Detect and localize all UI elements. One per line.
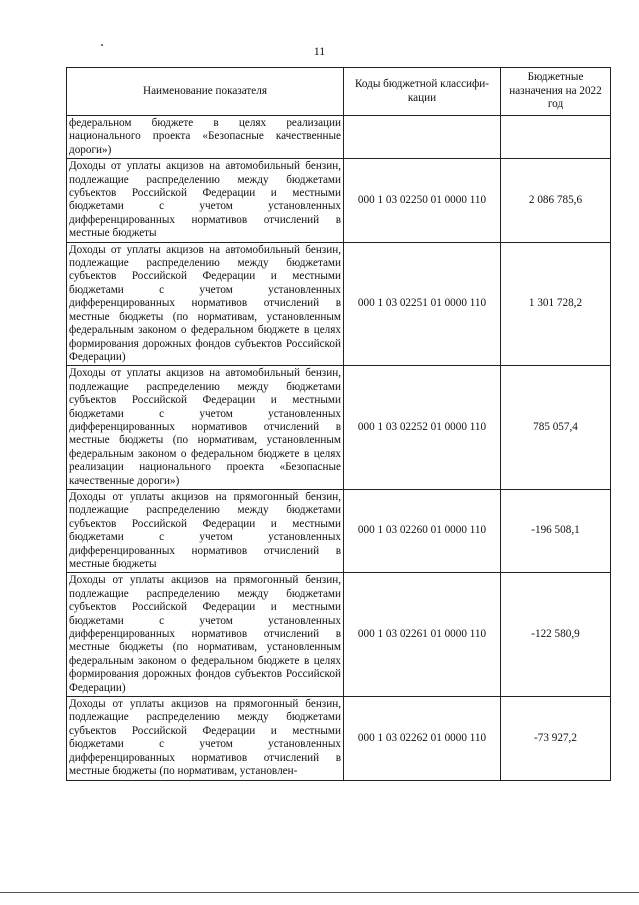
row-name: Доходы от уплаты акцизов на автомобильный бензин, подлежащие распределению между бюджетами субъектов Российской Федерации и местными бюджетами с учетом установленных дифференцированных нормативов отчислений в местные бюджеты (по нормативам, установленным федеральным законом о федеральном бюджете в целях формирования дорожных фондов субъектов Российской Федерации) — [67, 242, 344, 366]
row-code: 000 1 03 02262 01 0000 110 — [344, 697, 501, 780]
page-bottom-edge — [0, 892, 639, 893]
header-code: Коды бюджетной классифи-кации — [344, 68, 501, 116]
row-name: Доходы от уплаты акцизов на прямогонный бензин, подлежащие распределению между бюджетами субъектов Российской Федерации и местными бюджетами с учетом установленных дифференцированных нормативов отчислений в местные бюджеты — [67, 489, 344, 572]
row-amount: 1 301 728,2 — [501, 242, 611, 366]
row-name: Доходы от уплаты акцизов на прямогонный бензин, подлежащие распределению между бюджетами субъектов Российской Федерации и местными бюджетами с учетом установленных дифференцированных нормативов отчислений в местные бюджеты (по нормативам, установленным федеральным законом о федеральном бюджете в целях формирования дорожных фондов субъектов Российской Федерации) — [67, 573, 344, 697]
row-code: 000 1 03 02260 01 0000 110 — [344, 489, 501, 572]
table-row — [67, 697, 611, 780]
row-code — [344, 116, 501, 159]
table-row — [67, 242, 611, 366]
row-amount: 785 057,4 — [501, 366, 611, 490]
row-amount: -122 580,9 — [501, 573, 611, 697]
row-code: 000 1 03 02261 01 0000 110 — [344, 573, 501, 697]
header-amount: Бюджетные назначения на 2022 год — [501, 68, 611, 116]
table-header-row — [67, 68, 611, 116]
page-number: 11 — [313, 44, 326, 58]
header-name: Наименование показателя — [67, 68, 344, 116]
row-name: Доходы от уплаты акцизов на прямогонный бензин, подлежащие распределению между бюджетами субъектов Российской Федерации и местными бюджетами с учетом установленных дифференцированных нормативов отчислений в местные бюджеты (по нормативам, установлен- — [67, 697, 344, 780]
row-code: 000 1 03 02251 01 0000 110 — [344, 242, 501, 366]
row-amount: -73 927,2 — [501, 697, 611, 780]
table-row — [67, 366, 611, 490]
row-amount — [501, 116, 611, 159]
row-name: федеральном бюджете в целях реализации национального проекта «Безопасные качественные дороги») — [67, 116, 344, 159]
row-amount: -196 508,1 — [501, 489, 611, 572]
row-name: Доходы от уплаты акцизов на автомобильный бензин, подлежащие распределению между бюджетами субъектов Российской Федерации и местными бюджетами с учетом установленных дифференцированных нормативов отчислений в местные бюджеты (по нормативам, установленным федеральным законом о федеральном бюджете в целях реализации национального проекта «Безопасные качественные дороги») — [67, 366, 344, 490]
table-row — [67, 573, 611, 697]
row-amount: 2 086 785,6 — [501, 159, 611, 242]
row-code: 000 1 03 02250 01 0000 110 — [344, 159, 501, 242]
table-row — [67, 159, 611, 242]
table-row — [67, 489, 611, 572]
budget-table — [66, 67, 611, 781]
row-code: 000 1 03 02252 01 0000 110 — [344, 366, 501, 490]
row-name: Доходы от уплаты акцизов на автомобильный бензин, подлежащие распределению между бюджетами субъектов Российской Федерации и местными бюджетами с учетом установленных дифференцированных нормативов отчислений в местные бюджеты — [67, 159, 344, 242]
table-row — [67, 116, 611, 159]
